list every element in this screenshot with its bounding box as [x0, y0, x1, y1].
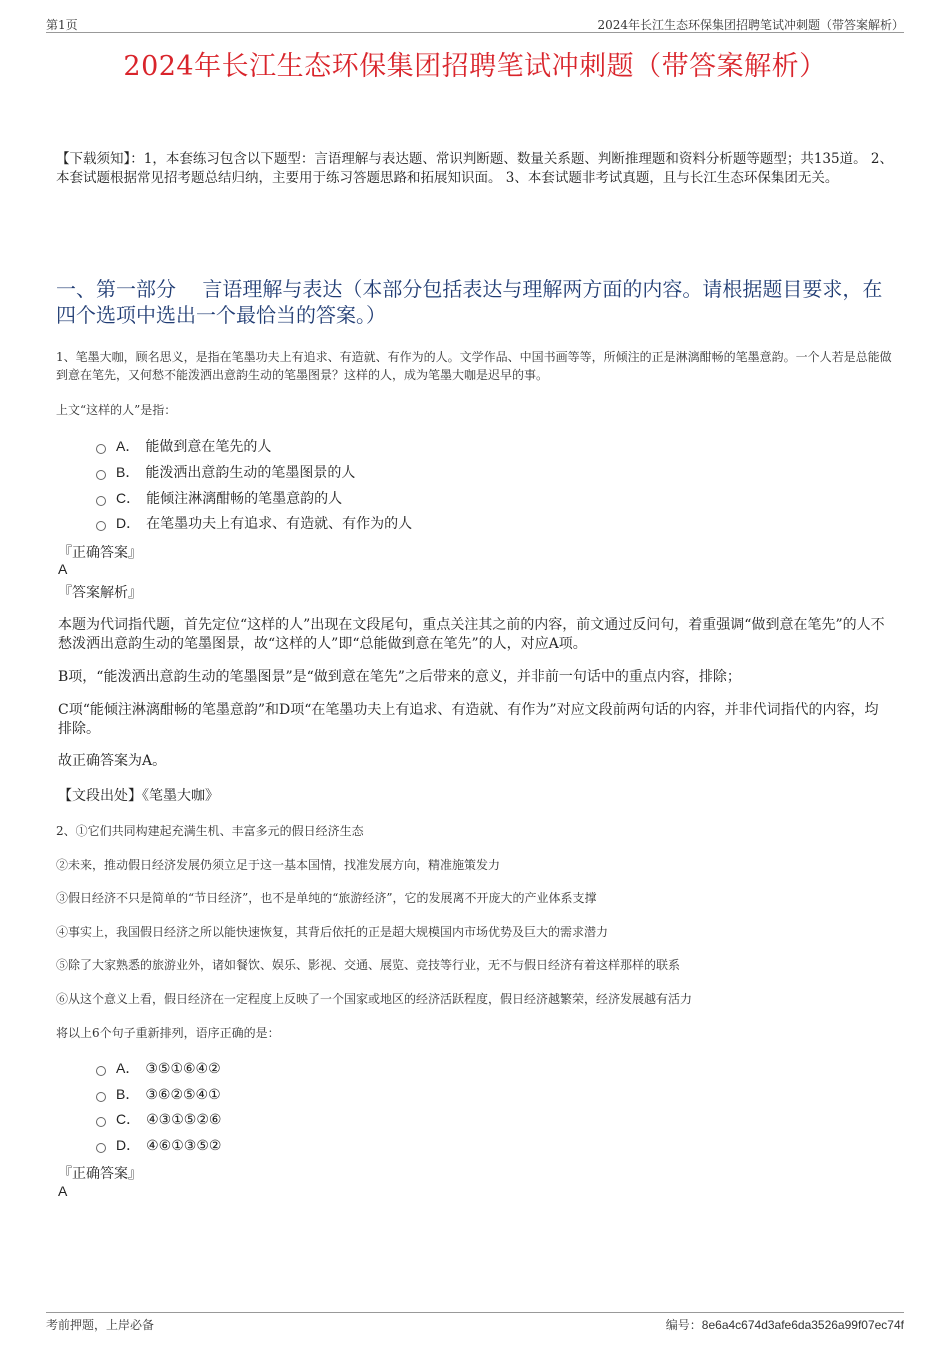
footer-slogan: 考前押题，上岸必备 [46, 1318, 155, 1332]
option-key: C． [116, 490, 141, 506]
radio-icon[interactable] [96, 1066, 106, 1076]
q1-analysis-label: 『答案解析』 [58, 585, 142, 601]
radio-icon[interactable] [96, 444, 106, 454]
footer-code [666, 1316, 904, 1333]
code-value: 8e6a4c674d3afe6da3526a99f07ec74f [701, 1318, 904, 1332]
option-text: 能倾注淋漓酣畅的笔墨意韵的人 [146, 491, 343, 507]
radio-icon[interactable] [96, 470, 106, 480]
option-text: ③⑥②⑤④① [145, 1087, 221, 1103]
q2-answer-label: 『正确答案』 [58, 1166, 142, 1182]
option-text: 在笔墨功夫上有追求、有造就、有作为的人 [146, 516, 413, 532]
option-text: ④③①⑤②⑥ [146, 1112, 222, 1128]
q2-answer: A [58, 1183, 68, 1199]
option-key: A． [116, 1060, 140, 1076]
code-label: 编号： [665, 1318, 702, 1332]
q2-sentence-2: ②未来，推动假日经济发展仍须立足于这一基本国情，找准发展方向，精准施策发力 [56, 858, 501, 872]
q2-sentence-5: ⑤除了大家熟悉的旅游业外，诸如餐饮、娱乐、影视、交通、展览、竞技等行业，无不与假日经济有着这样那样的联系 [56, 958, 681, 972]
section-title: 一、第一部分 言语理解与表达（本部分包括表达与理解两方面的内容。请根据题目要求，在四个选项中选出一个最恰当的答案。） [56, 277, 883, 327]
q1-analysis-para-3: C项“能倾注淋漓酣畅的笔墨意韵”和D项“在笔墨功夫上有追求、有造就、有作为”对应文段前两句话的内容，并非代词指代的内容，均排除。 [58, 702, 879, 737]
q2-sentence-4: ④事实上，我国假日经济之所以能快速恢复，其背后依托的正是超大规模国内市场优势及巨大的需求潜力 [56, 925, 609, 939]
document-title: 2024年长江生态环保集团招聘笔试冲刺题（带答案解析） [123, 51, 827, 82]
q2-sentence-6: ⑥从这个意义上看，假日经济在一定程度上反映了一个国家或地区的经济活跃程度，假日经济越繁荣，经济发展越有活力 [56, 992, 693, 1006]
radio-icon[interactable] [96, 1143, 106, 1153]
q2-sentence-3: ③假日经济不只是简单的“节日经济”，也不是单纯的“旅游经济”，它的发展离不开庞大的产业体系支撑 [56, 891, 597, 905]
page-number: 第1页 [46, 18, 78, 32]
radio-icon[interactable] [96, 1117, 106, 1127]
q1-analysis-para-1: 本题为代词指代题，首先定位“这样的人”出现在文段尾句，重点关注其之前的内容，前文通过反问句，着重强调“做到意在笔先”的人不愁泼洒出意韵生动的笔墨图景，故“这样的人”即“总能做到意在笔先”的人，对应A项。 [58, 617, 885, 652]
page-header [46, 14, 904, 33]
q2-option-a[interactable] [96, 1058, 221, 1078]
q2-option-d[interactable] [96, 1135, 221, 1155]
option-key: D． [116, 515, 141, 531]
question-1-prompt: 上文“这样的人”是指： [56, 403, 177, 417]
radio-icon[interactable] [96, 1092, 106, 1102]
option-text: 能做到意在笔先的人 [145, 439, 272, 455]
q1-source: 【文段出处】《笔墨大咖》 [58, 788, 219, 804]
q2-option-c[interactable] [96, 1109, 221, 1129]
q1-option-a[interactable] [96, 436, 271, 456]
q1-option-c[interactable] [96, 488, 342, 508]
q1-answer: A [58, 561, 68, 577]
question-2-prompt: 将以上6个句子重新排列，语序正确的是： [56, 1026, 280, 1040]
option-key: D． [116, 1137, 141, 1153]
header-doc-title: 2024年长江生态环保集团招聘笔试冲刺题（带答案解析） [597, 18, 904, 32]
option-key: B． [116, 1086, 140, 1102]
option-text: 能泼洒出意韵生动的笔墨图景的人 [145, 465, 356, 481]
radio-icon[interactable] [96, 521, 106, 531]
q2-option-b[interactable] [96, 1084, 221, 1104]
download-notice: 【下载须知】：1，本套练习包含以下题型：言语理解与表达题、常识判断题、数量关系题、判断推理题和资料分析题等题型；共135道。 2、本套试题根据常见招考题总结归纳，主要用于练习答题思路和拓展知识面。 3、本套试题非考试真题，且与长江生态环保集团无关。 [56, 151, 893, 186]
q1-option-b[interactable] [96, 462, 355, 482]
q1-analysis-para-2: B项，“能泼洒出意韵生动的笔墨图景”是“做到意在笔先”之后带来的意义，并非前一句话中的重点内容，排除； [58, 669, 741, 685]
q1-analysis-para-4: 故正确答案为A。 [58, 753, 167, 769]
q2-sentence-1: 2、①它们共同构建起充满生机、丰富多元的假日经济生态 [56, 824, 364, 838]
option-text: ④⑥①③⑤② [146, 1138, 222, 1154]
option-text: ③⑤①⑥④② [145, 1061, 221, 1077]
radio-icon[interactable] [96, 496, 106, 506]
option-key: A． [116, 438, 140, 454]
option-key: C． [116, 1111, 141, 1127]
q1-answer-label: 『正确答案』 [58, 545, 142, 561]
q1-option-d[interactable] [96, 513, 412, 533]
option-key: B． [116, 464, 140, 480]
page-footer [46, 1312, 904, 1333]
question-1-stem: 1、笔墨大咖，顾名思义，是指在笔墨功夫上有追求、有造就、有作为的人。文学作品、中国书画等等，所倾注的正是淋漓酣畅的笔墨意韵。一个人若是总能做到意在笔先，又何愁不能泼洒出意韵生动的笔墨图景？这样的人，成为笔墨大咖是迟早的事。 [56, 350, 892, 382]
